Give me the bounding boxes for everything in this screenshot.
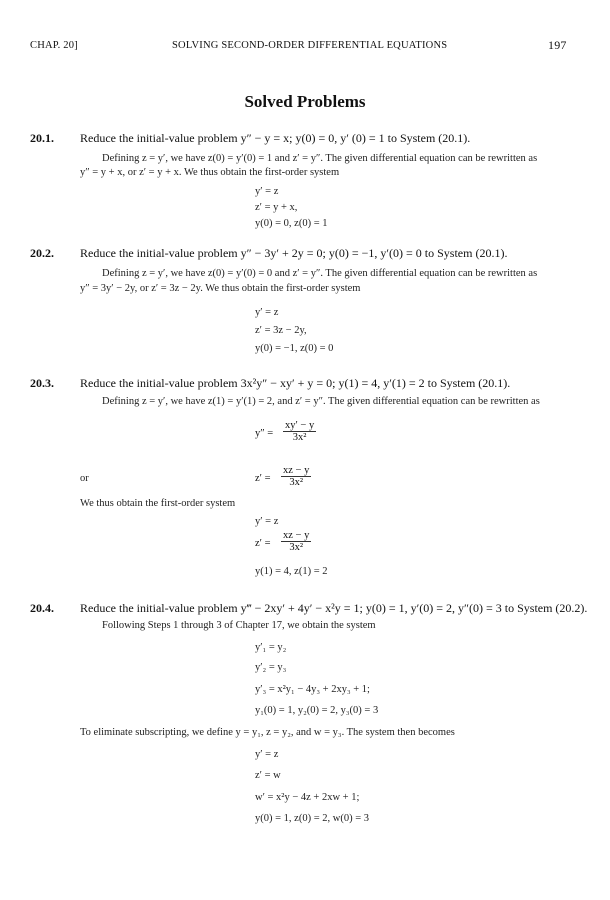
fraction-denominator: 3x² xyxy=(289,542,303,553)
fraction-lhs: y″ = xyxy=(255,428,274,439)
system-equation: z′ = 3z − 2y, xyxy=(255,325,307,336)
system-equation: w′ = x²y − 4z + 2xw + 1; xyxy=(255,792,360,803)
problem-statement: Reduce the initial-value problem 3x²y″ − xy′ + y = 0; y(1) = 4, y′(1) = 2 to System (20.1). xyxy=(80,376,511,390)
system-equation: y(0) = −1, z(0) = 0 xyxy=(255,343,334,354)
section-title: Solved Problems xyxy=(244,92,366,111)
fraction-lhs: z′ = xyxy=(255,538,271,549)
solution-text: We thus obtain the first-order system xyxy=(80,498,236,509)
fraction-denominator: 3x² xyxy=(289,477,303,488)
system-equation: y(1) = 4, z(1) = 2 xyxy=(255,566,328,577)
fraction xyxy=(283,420,316,443)
problem-number: 20.4. xyxy=(30,601,54,615)
problem-statement: Reduce the initial-value problem y″ − 3y′ + 2y = 0; y(0) = −1, y′(0) = 0 to System (20.1). xyxy=(80,246,508,260)
system-equation: y′₂ = y₃ xyxy=(255,662,287,673)
fraction-numerator: xz − y xyxy=(283,530,310,541)
problem-number: 20.2. xyxy=(30,246,54,260)
solution-text: Defining z = y′, we have z(0) = y′(0) = 1 and z′ = y″. The given differential equation can be rewritten as xyxy=(102,153,538,164)
system-equation: y(0) = 0, z(0) = 1 xyxy=(255,218,328,229)
system-equation: y′₁ = y₂ xyxy=(255,642,287,653)
solution-text: Defining z = y′, we have z(1) = y′(1) = 2, and z′ = y″. The given differential equation can be rewritten as xyxy=(102,396,540,407)
system-equation: y′ = z xyxy=(255,516,279,527)
solution-text: Following Steps 1 through 3 of Chapter 17, we obtain the system xyxy=(102,620,376,631)
system-equation: y′ = z xyxy=(255,307,279,318)
system-equation: y′₃ = x²y₁ − 4y₃ + 2xy₃ + 1; xyxy=(255,684,370,695)
fraction xyxy=(281,530,311,553)
fraction-numerator: xz − y xyxy=(283,465,310,476)
system-equation: y₁(0) = 1, y₂(0) = 2, y₃(0) = 3 xyxy=(255,705,379,716)
system-equation: z′ = w xyxy=(255,770,281,781)
solution-text: Defining z = y′, we have z(0) = y′(0) = 0 and z′ = y″. The given differential equation can be rewritten as xyxy=(102,268,538,279)
running-title: SOLVING SECOND-ORDER DIFFERENTIAL EQUATIONS xyxy=(172,40,448,51)
problem-number: 20.3. xyxy=(30,376,54,390)
page-number: 197 xyxy=(548,38,567,52)
system-equation: y(0) = 1, z(0) = 2, w(0) = 3 xyxy=(255,813,369,824)
system-equation: y′ = z xyxy=(255,186,279,197)
connector-word: or xyxy=(80,473,89,484)
solution-text: y″ = y + x, or z′ = y + x. We thus obtain the first-order system xyxy=(80,167,340,178)
fraction-lhs: z′ = xyxy=(255,473,271,484)
system-equation: z′ = y + x, xyxy=(255,202,298,213)
fraction-numerator: xy′ − y xyxy=(285,420,315,431)
solution-text: y″ = 3y′ − 2y, or z′ = 3z − 2y. We thus obtain the first-order system xyxy=(80,283,361,294)
problem-statement: Reduce the initial-value problem y‴ − 2xy′ + 4y′ − x²y = 1; y(0) = 1, y′(0) = 2, y″(0) = 3 to System (20.2). xyxy=(80,601,588,615)
solution-text: To eliminate subscripting, we define y = y₁, z = y₂, and w = y₃. The system then becomes xyxy=(80,727,455,738)
system-equation: y′ = z xyxy=(255,749,279,760)
fraction xyxy=(281,465,311,488)
running-chapter: CHAP. 20] xyxy=(30,40,78,51)
problem-statement: Reduce the initial-value problem y″ − y = x; y(0) = 0, y′ (0) = 1 to System (20.1). xyxy=(80,131,471,145)
fraction-denominator: 3x² xyxy=(292,432,307,443)
problem-number: 20.1. xyxy=(30,131,54,145)
